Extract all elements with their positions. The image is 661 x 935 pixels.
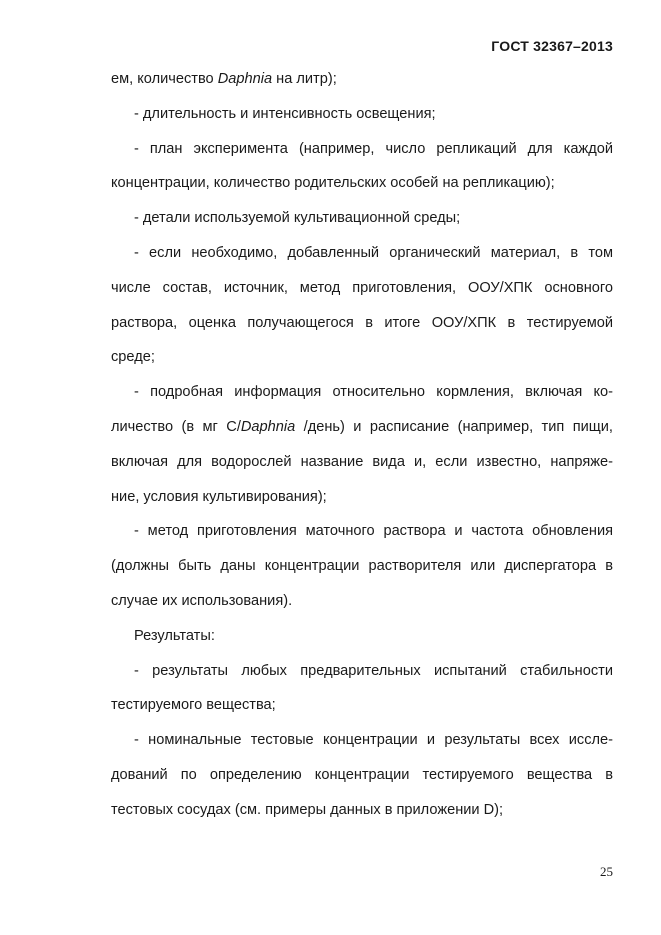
text-line-10: - подробная информация относительно кормления, включая ко- (134, 384, 613, 401)
text-line-22: тестовых сосудах (см. примеры данных в приложении D); (111, 801, 504, 818)
text-line-13: ние, условия культивирования); (111, 488, 327, 505)
text-line-15: (должны быть даны концентрации растворителя или диспергатора в (111, 558, 613, 575)
text-line-5: - детали используемой культивационной среды; (134, 210, 461, 227)
text-line-3: - план эксперимента (например, число репликаций для каждой (134, 140, 613, 157)
text-line-14: - метод приготовления маточного раствора и частота обновления (134, 523, 613, 540)
text-line-21: дований по определению концентрации тестируемого вещества в (111, 766, 613, 783)
italic-term: Daphnia (217, 71, 273, 87)
section-heading-results: Результаты: (134, 627, 215, 644)
text-line-20: - номинальные тестовые концентрации и результаты всех иссле- (134, 732, 613, 749)
text-line-16: случае их использования). (111, 592, 293, 609)
text-line-18: - результаты любых предварительных испытаний стабильности (134, 662, 613, 679)
body-text (111, 62, 613, 828)
text-line-9: среде; (111, 349, 155, 366)
text-line-1: ем, количество Daphnia на литр); (111, 71, 337, 87)
text-line-4: концентрации, количество родительских особей на репликацию); (111, 175, 555, 192)
page-number: 25 (600, 864, 613, 879)
text-line-7: числе состав, источник, метод приготовления, ООУ/ХПК основного (111, 279, 613, 296)
text-line-8: раствора, оценка получающегося в итоге ООУ/ХПК в тестируемой (111, 314, 613, 331)
text-line-12: включая для водорослей название вида и, если известно, напряже- (111, 453, 613, 470)
italic-term: Daphnia (240, 418, 296, 435)
text-line-11: личество (в мг С/Daphnia /день) и расписание (например, тип пищи, (111, 418, 613, 435)
text-line-19: тестируемого вещества; (111, 697, 276, 714)
text-line-6: - если необходимо, добавленный органический материал, в том (134, 244, 613, 261)
text-line-2: - длительность и интенсивность освещения; (134, 105, 436, 122)
document-code-header: ГОСТ 32367–2013 (491, 38, 613, 54)
